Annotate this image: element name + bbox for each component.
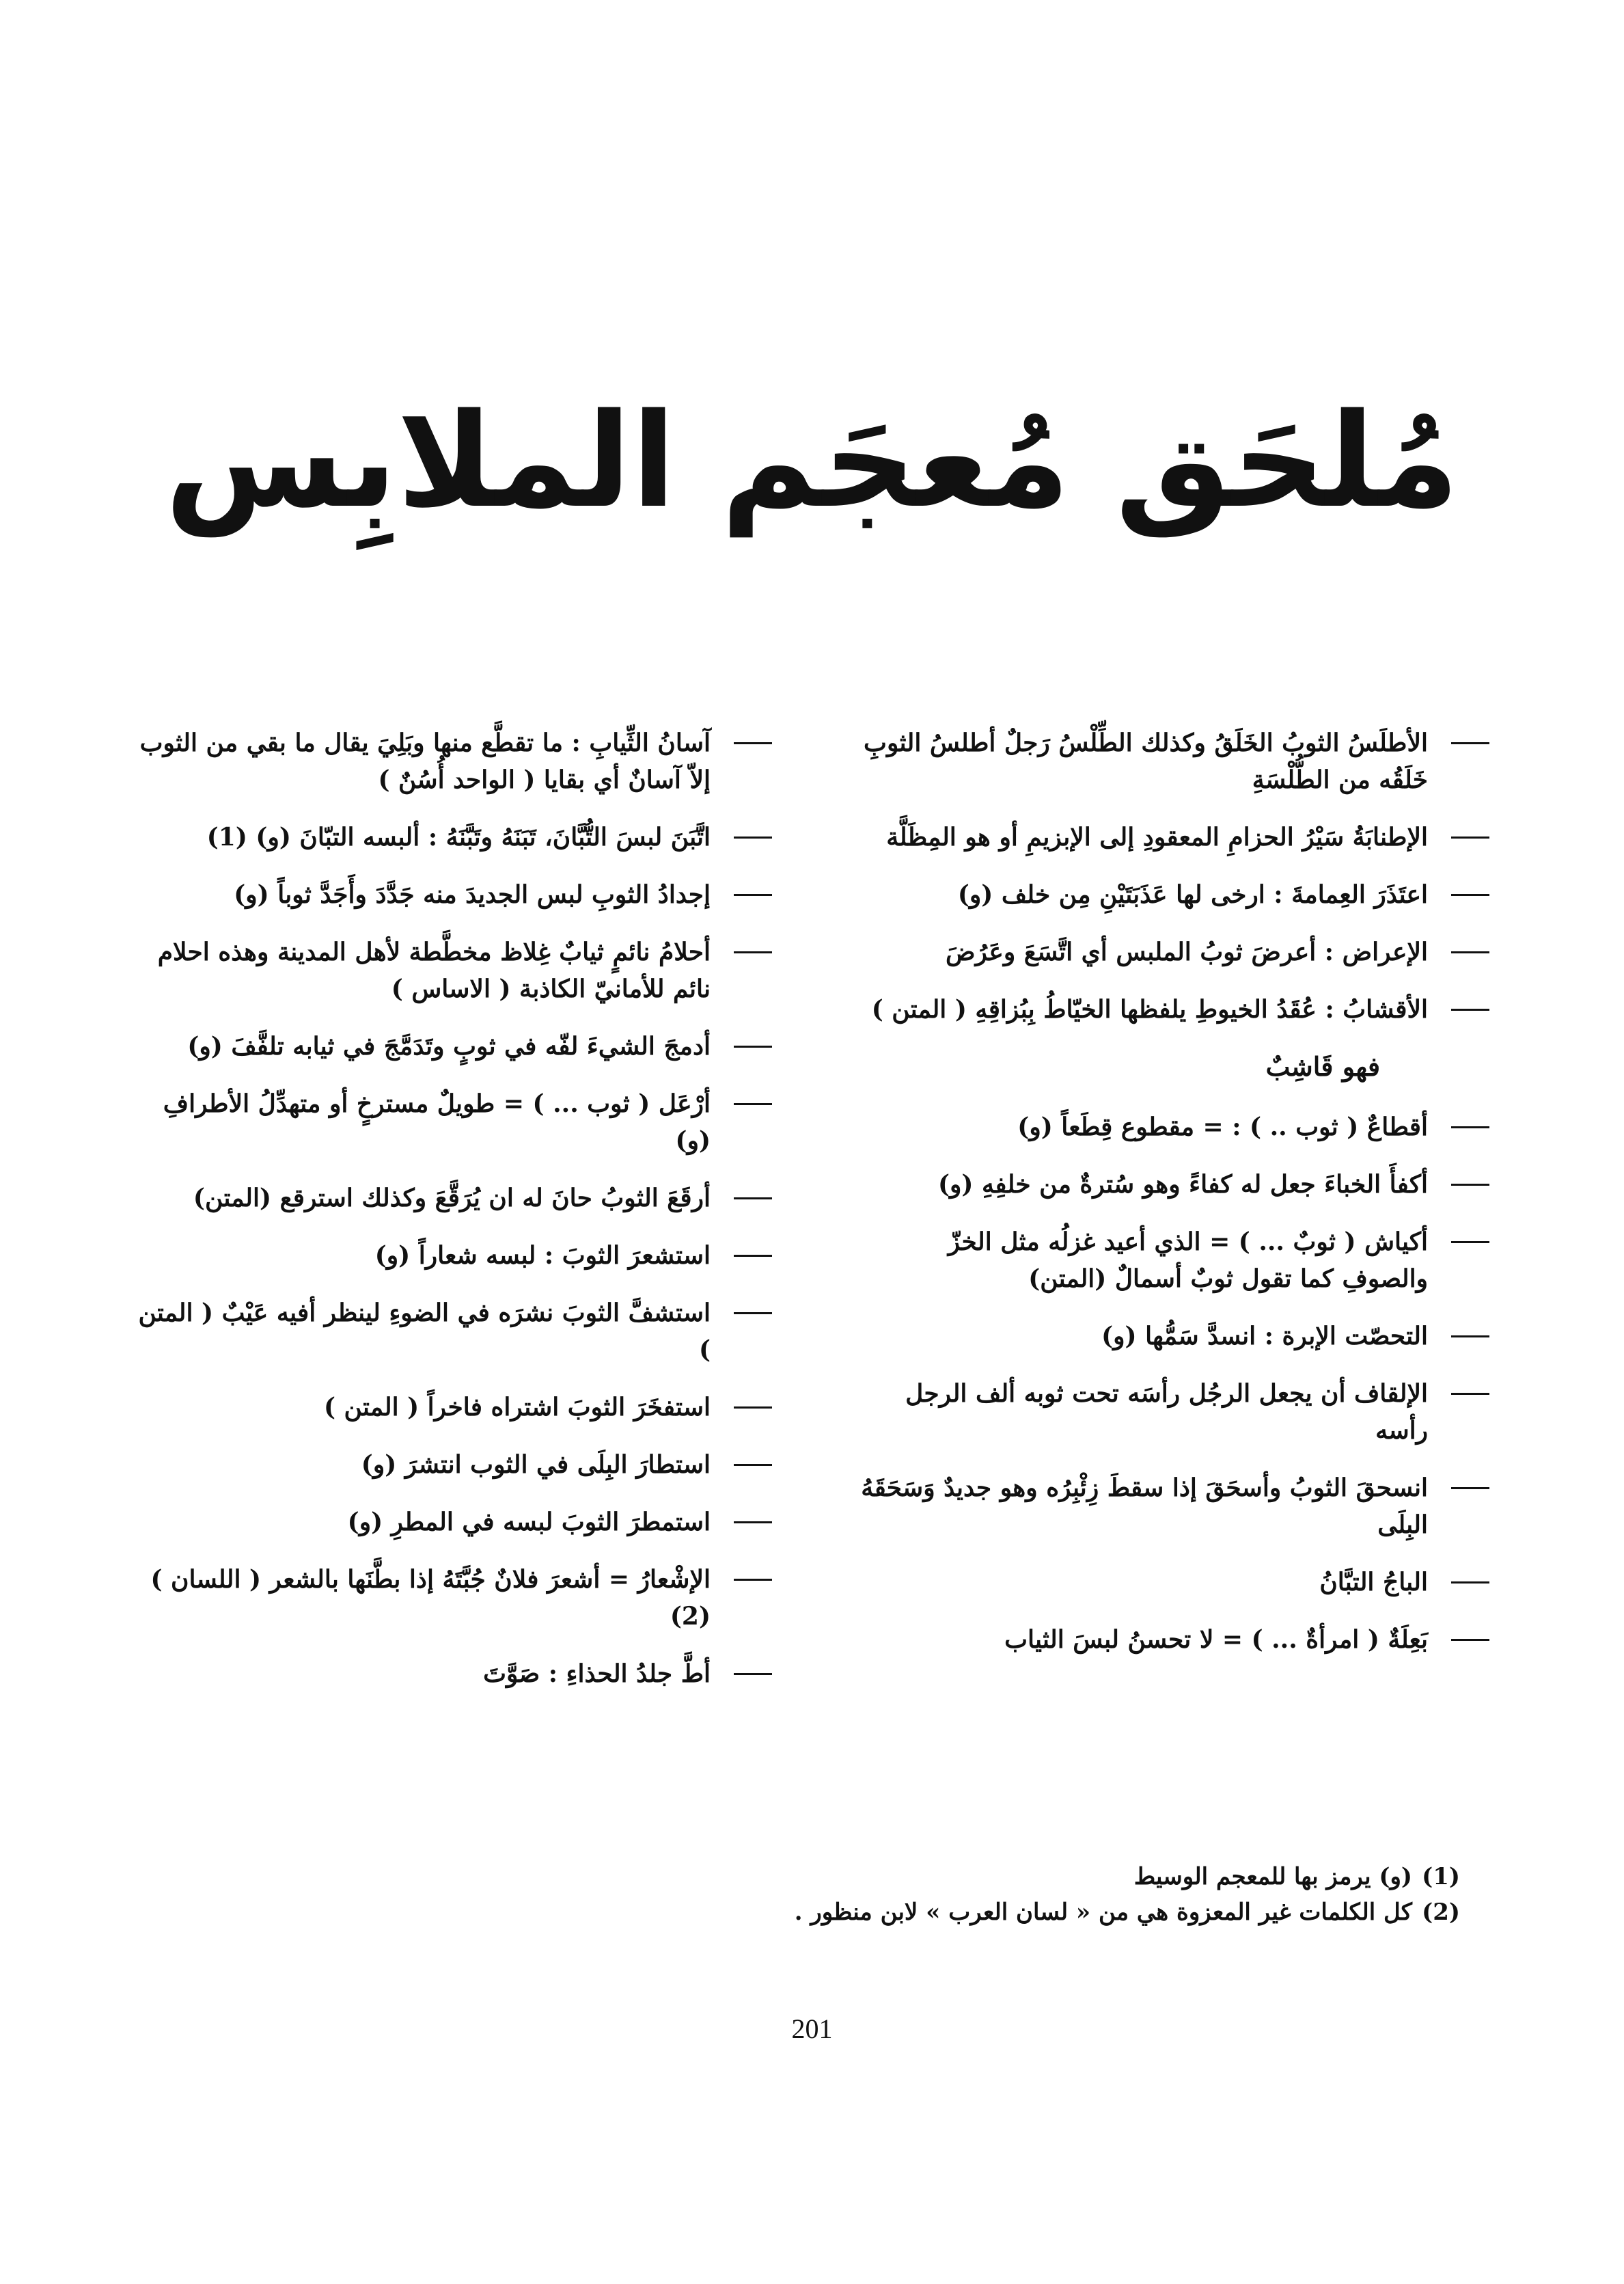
- entry-text: اعتَذَرَ العِمامةَ : ارخى لها عَذَبَتَيْنِ مِن خلف (و): [957, 880, 1428, 909]
- dictionary-entry: [137, 1446, 772, 1483]
- entry-text: أرْعَل ( ثوب ... ) = طويلٌ مسترخٍ أو متهدِّلُ الأطرافِ (و): [163, 1089, 711, 1155]
- entry-dash: [734, 1579, 772, 1581]
- footnote: [435, 1894, 1460, 1930]
- page-number: 201: [791, 2013, 833, 2044]
- dictionary-entry: [854, 1469, 1489, 1543]
- dictionary-columns: [137, 724, 1489, 1832]
- entry-text: الإلقاف أن يجعل الرجُل رأسَه تحت ثوبه ألف الرجل رأسه: [905, 1379, 1428, 1445]
- dictionary-entry: [854, 724, 1489, 798]
- page-title: مُلحَق مُعجَم الملابِس: [165, 385, 1459, 536]
- entry-text: أطَّ جلدُ الحذاءِ : صَوَّتَ: [483, 1659, 711, 1688]
- entry-text: أدمجَ الشيءَ لفّه في ثوبٍ وتَدَمَّجَ في ثيابه تلفَّفَ (و): [187, 1032, 711, 1061]
- left-column: [854, 724, 1489, 1832]
- entry-text: استشفَّ الثوبَ نشرَه في الضوءِ لينظر أفيه عَيْبٌ ( المتن ): [138, 1299, 711, 1364]
- entry-text: الإشْعارُ = أشعرَ فلانٌ جُبَّتَهُ إذا بطَّنَها بالشعر ( اللسان ) (2): [150, 1565, 711, 1631]
- entry-text: إجدادُ الثوبِ لبس الجديدَ منه جَدَّدَ وأَجَدَّ ثوباً (و): [234, 880, 711, 909]
- entry-dash: [1451, 1009, 1489, 1011]
- dictionary-entry: [854, 1223, 1489, 1297]
- dictionary-entry: [137, 1655, 772, 1692]
- entry-text: أكفأَ الخباءَ جعل له كفاءً وهو سُترةٌ من خلفِهِ (و): [937, 1170, 1428, 1199]
- right-column: [137, 724, 772, 1832]
- dictionary-entry: [854, 1318, 1489, 1355]
- footnote-text: (و) يرمز بها للمعجم الوسيط: [1133, 1863, 1412, 1890]
- entry-dash: [734, 894, 772, 896]
- entry-dash: [734, 837, 772, 839]
- dictionary-entry: [854, 1109, 1489, 1145]
- dictionary-entry: [854, 1621, 1489, 1658]
- entry-dash: [734, 1673, 772, 1675]
- entry-dash: [1451, 1126, 1489, 1128]
- dictionary-entry: [137, 1237, 772, 1274]
- dictionary-entry: [137, 934, 772, 1007]
- dictionary-entry: [137, 1561, 772, 1635]
- dictionary-entry: [854, 934, 1489, 970]
- dictionary-entry: [137, 876, 772, 913]
- entry-text: الإعراض : أعرضَ ثوبُ الملبس أي اتَّسَعَ وعَرُضَ: [946, 938, 1428, 966]
- entry-dash: [1451, 837, 1489, 839]
- dictionary-entry: [854, 991, 1489, 1028]
- entry-dash: [1451, 1393, 1489, 1395]
- dictionary-entry: [854, 1166, 1489, 1203]
- entry-text: أقطاعٌ ( ثوب .. ) : = مقطوع قِطَعاً (و): [1017, 1113, 1428, 1141]
- dictionary-entry: [137, 1389, 772, 1426]
- dictionary-entry: [137, 1504, 772, 1540]
- dictionary-entry: [854, 1564, 1489, 1601]
- dictionary-entry: [137, 819, 772, 856]
- entry-dash: [734, 1255, 772, 1257]
- footnote-text: كل الكلمات غير المعزوة هي من « لسان العرب » لابن منظور .: [794, 1899, 1412, 1926]
- entry-text: استمطرَ الثوبَ لبسه في المطرِ (و): [347, 1508, 711, 1536]
- entry-text: أرقَعَ الثوبُ حانَ له ان يُرَقَّعَ وكذلك استرقع (المتن): [193, 1184, 711, 1212]
- dictionary-entry: [854, 819, 1489, 856]
- entry-text: اتَّبَنَ لبسَ التُّبَّانَ، تَبَنَهُ وتَبَّنَهُ : ألبسه التبّانَ (و) (1): [206, 823, 711, 852]
- entry-dash: [1451, 742, 1489, 744]
- entry-dash: [734, 1103, 772, 1105]
- entry-text: الباجُ التبَّانُ: [1319, 1568, 1428, 1596]
- dictionary-entry: [137, 724, 772, 798]
- entry-dash: [1451, 1335, 1489, 1337]
- entry-subheading: فهو قَاشِبٌ: [1265, 1051, 1380, 1082]
- entry-dash: [1451, 1487, 1489, 1489]
- entry-text: استطارَ البِلَى في الثوب انتشرَ (و): [361, 1450, 711, 1479]
- entry-text: الأقشابُ : عُقَدُ الخيوطِ يلفظها الخيّاطُ بِبُزاقِهِ ( المتن ): [871, 995, 1428, 1024]
- entry-dash: [1451, 1184, 1489, 1186]
- entry-dash: [734, 1312, 772, 1314]
- entry-text: الإطنابَةُ سَيْرُ الحزامِ المعقودِ إلى الإبزيمِ أو هو المِظَلَّة: [886, 823, 1428, 852]
- entry-dash: [1451, 1581, 1489, 1583]
- entry-text: أكياش ( ثوبٌ ... ) = الذي أعيد غزلُه مثل الخزّ والصوفِ كما تقول ثوبٌ أسمالٌ (المتن): [948, 1227, 1428, 1293]
- entry-dash: [734, 1521, 772, 1523]
- dictionary-entry: [137, 1085, 772, 1159]
- footnote: [435, 1859, 1460, 1894]
- footnotes: [435, 1859, 1460, 1930]
- entry-text: استشعرَ الثوبَ : لبسه شعاراً (و): [374, 1241, 711, 1270]
- dictionary-entry: [137, 1180, 772, 1216]
- entry-text: الأطلَسُ الثوبُ الخَلَقُ وكذلك الطِّلْسُ رَجلٌ أطلسُ الثوبِ خَلَقُه من الطُّلْسَةِ: [864, 729, 1428, 794]
- entry-dash: [734, 951, 772, 953]
- entry-dash: [734, 742, 772, 744]
- dictionary-entry: [137, 1294, 772, 1368]
- entry-dash: [1451, 894, 1489, 896]
- dictionary-entry: [854, 1375, 1489, 1449]
- entry-text: التحصّت الإبرة : انسدَّ سَمُّها (و): [1101, 1322, 1428, 1350]
- dictionary-entry: [854, 876, 1489, 913]
- entry-text: آسانُ الثِّيابِ : ما تقطَّع منها وبَلِيَ يقال ما بقي من الثوب إلاّ آسانٌ أي بقايا ( الواحد أُسُنٌ ): [139, 729, 711, 794]
- footnote-number: (2): [1422, 1899, 1460, 1926]
- entry-text: انسحقَ الثوبُ وأسحَقَ إذا سقطَ زِئْبِرُه وهو جديدٌ وَسَحَقَهُ البِلَى: [861, 1473, 1428, 1539]
- entry-text: استفخَرَ الثوبَ اشتراه فاخراً ( المتن ): [323, 1393, 711, 1422]
- entry-dash: [734, 1046, 772, 1048]
- footnote-number: (1): [1422, 1863, 1460, 1890]
- entry-dash: [1451, 1241, 1489, 1243]
- entry-dash: [1451, 1639, 1489, 1641]
- entry-text: بَعِلَةٌ ( امرأةٌ ... ) = لا تحسنُ لبسَ الثياب: [1004, 1625, 1428, 1654]
- entry-dash: [734, 1406, 772, 1409]
- entry-dash: [734, 1464, 772, 1466]
- entry-dash: [734, 1197, 772, 1199]
- dictionary-entry: [137, 1028, 772, 1065]
- entry-dash: [1451, 951, 1489, 953]
- entry-text: أحلامُ نائمٍ ثيابٌ غِلاظ مخطَّطة لأهل المدينة وهذه احلام نائم للأمانيّ الكاذبة ( الاساس ): [157, 938, 711, 1003]
